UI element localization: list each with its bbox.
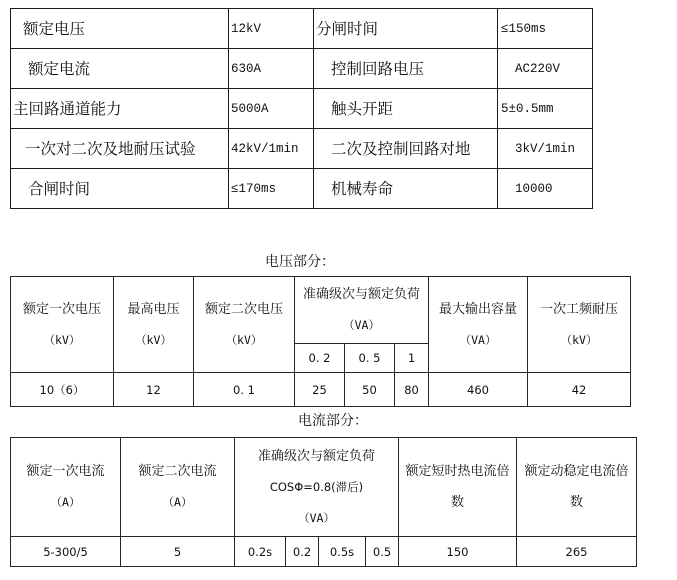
table-row [11,537,637,567]
contact-gap-value: 5±0.5mm [498,89,593,129]
spec-row [11,129,593,169]
burden-value: 25 [295,373,345,407]
withstand-voltage-test-label: 一次对二次及地耐压试验 [11,129,229,169]
control-circuit-voltage-label: 控制回路电压 [314,49,498,89]
accuracy-class-cell: 0.2s [235,537,286,567]
header-text: 额定二次电压 [204,301,283,317]
header-unit: （VA） [298,510,335,525]
voltage-header-row [11,277,631,344]
voltage-section-title: 电压部分： [265,254,335,270]
control-circuit-voltage-value: AC220V [498,49,593,89]
accuracy-class-cell: 1 [395,344,429,373]
rated-current-label: 额定电流 [11,49,229,89]
max-voltage-value: 12 [114,373,194,407]
max-voltage-header [114,277,194,373]
opening-time-label: 分闸时间 [314,9,498,49]
rated-primary-voltage-value: 10（6） [11,373,114,407]
burden-value: 80 [395,373,429,407]
header-text: 准确级次与额定负荷 [258,448,376,464]
header-unit: （A） [50,495,81,509]
dynamic-stable-current-header [517,438,637,537]
header-text: 额定一次电压 [22,301,101,317]
accuracy-class-cell: 0.5 [366,537,399,567]
header-unit: （kV） [43,332,81,347]
header-text: 准确级次与额定负荷 [303,287,421,302]
spec-row [11,9,593,49]
max-output-capacity-header [429,277,528,373]
current-header-row [11,438,637,537]
rated-secondary-current-header [121,438,235,537]
secondary-control-to-ground-label: 二次及控制回路对地 [314,129,498,169]
rated-voltage-label: 额定电压 [11,9,229,49]
general-spec-table [10,8,593,209]
rated-primary-voltage-header [11,277,114,373]
opening-time-value: ≤150ms [498,9,593,49]
rated-primary-current-header [11,438,121,537]
accuracy-class-cell: 0.2 [286,537,319,567]
header-unit: （kV） [560,332,598,347]
main-circuit-capacity-label: 主回路通道能力 [11,89,229,129]
rated-secondary-current-value: 5 [121,537,235,567]
table-row [11,373,631,407]
spec-row [11,49,593,89]
header-unit: （VA） [343,318,380,332]
accuracy-class-cell: 0. 5 [345,344,395,373]
current-section-title: 电流部分： [298,413,368,429]
header-text: 额定动稳定电流倍 [524,464,629,479]
rated-voltage-value: 12kV [229,9,314,49]
voltage-table [10,276,631,407]
header-unit: （A） [162,495,193,509]
accuracy-class-burden-header [235,438,399,537]
header-text: 额定短时热电流倍 [405,464,510,479]
mechanical-life-value: 10000 [498,169,593,209]
spec-row [11,89,593,129]
main-circuit-capacity-value: 5000A [229,89,314,129]
secondary-control-to-ground-value: 3kV/1min [498,129,593,169]
max-output-capacity-value: 460 [429,373,528,407]
power-frequency-withstand-header [528,277,631,373]
accuracy-class-cell: 0.5s [319,537,366,567]
short-time-thermal-current-header [399,438,517,537]
closing-time-label: 合闸时间 [11,169,229,209]
header-text: 额定二次电流 [138,464,217,479]
header-unit: （kV） [135,332,172,347]
spec-row [11,169,593,209]
withstand-voltage-test-value: 42kV/1min [229,129,314,169]
header-text: 最大输出容量 [439,301,518,317]
power-factor-text: COSΦ=0.8(滞后) [269,479,364,494]
dynamic-stable-current-value: 265 [517,537,637,567]
rated-secondary-voltage-value: 0. 1 [194,373,295,407]
accuracy-class-burden-header [295,277,429,344]
header-text: 数 [570,495,584,510]
rated-primary-current-value: 5-300/5 [11,537,121,567]
header-text: 一次工频耐压 [540,301,619,317]
header-text: 数 [451,495,465,510]
closing-time-value: ≤170ms [229,169,314,209]
header-unit: （VA） [459,332,497,347]
rated-secondary-voltage-header [194,277,295,373]
contact-gap-label: 触头开距 [314,89,498,129]
header-text: 额定一次电流 [26,464,105,479]
short-time-thermal-current-value: 150 [399,537,517,567]
header-unit: （kV） [225,332,263,347]
rated-current-value: 630A [229,49,314,89]
header-text: 最高电压 [127,301,180,317]
current-table [10,437,637,567]
accuracy-class-cell: 0. 2 [295,344,345,373]
power-frequency-withstand-value: 42 [528,373,631,407]
burden-value: 50 [345,373,395,407]
mechanical-life-label: 机械寿命 [314,169,498,209]
